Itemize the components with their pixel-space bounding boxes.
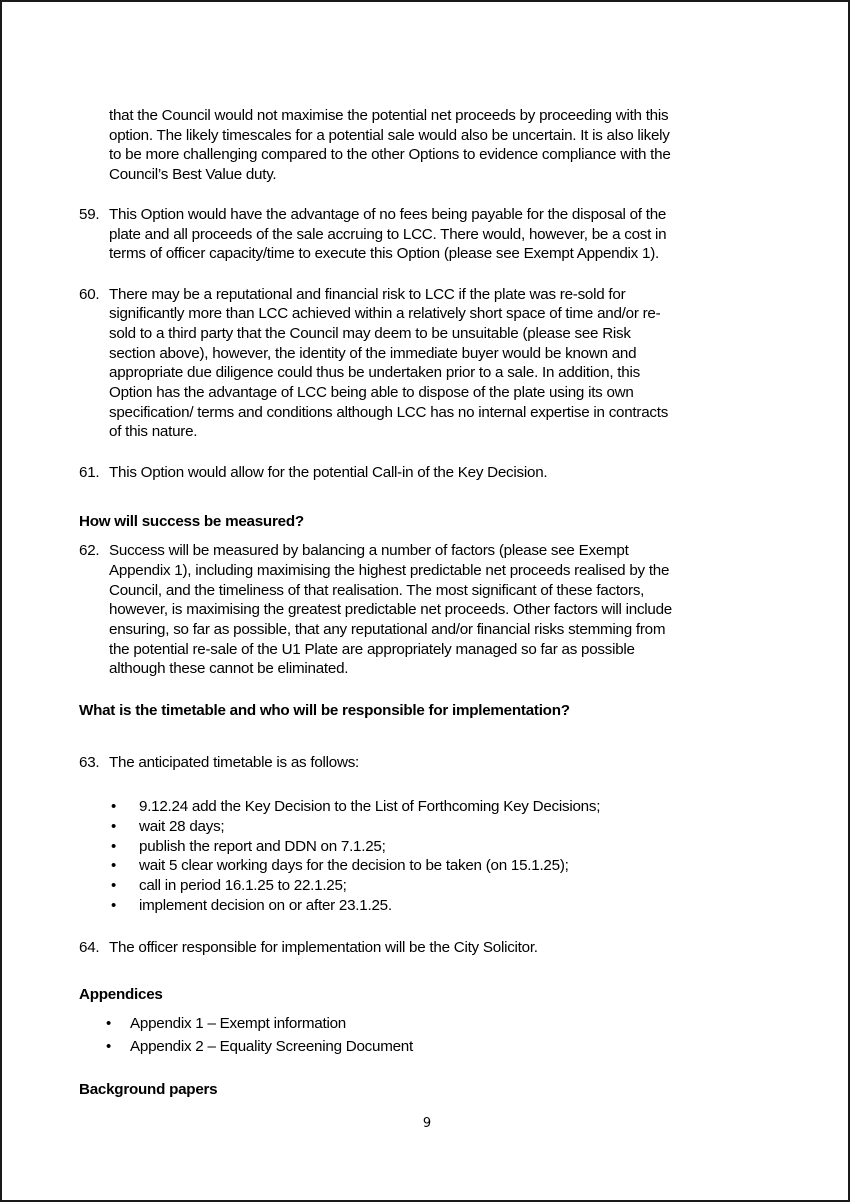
text-line: There may be a reputational and financial risk to LCC if the plate was re-sold for	[109, 286, 626, 303]
text-line: terms of officer capacity/time to execute this Option (please see Exempt Appendix 1).	[109, 245, 659, 262]
heading-success-measured: How will success be measured?	[79, 513, 304, 530]
text-line: Appendix 1), including maximising the highest predictable net proceeds realised by the	[109, 562, 670, 579]
bullet-icon: •	[111, 818, 117, 835]
text-line: that the Council would not maximise the potential net proceeds by proceeding with this	[109, 107, 669, 124]
paragraph-number: 60.	[79, 286, 100, 303]
text-line: Council’s Best Value duty.	[109, 166, 277, 183]
text-line: section above), however, the identity of the immediate buyer would be known and	[109, 345, 637, 362]
heading-background-papers: Background papers	[79, 1081, 218, 1098]
text-line: ensuring, so far as possible, that any reputational and/or financial risks stemming from	[109, 621, 666, 638]
paragraph-number: 62.	[79, 542, 100, 559]
bullet-icon: •	[111, 877, 117, 894]
list-item-text: call in period 16.1.25 to 22.1.25;	[139, 877, 347, 894]
text-line: Option has the advantage of LCC being able to dispose of the plate using its own	[109, 384, 634, 401]
appendix-link: Appendix 1 – Exempt information	[130, 1015, 346, 1032]
heading-appendices: Appendices	[79, 986, 163, 1003]
text-line: to be more challenging compared to the other Options to evidence compliance with the	[109, 146, 671, 163]
list-item-text: 9.12.24 add the Key Decision to the List of Forthcoming Key Decisions;	[139, 798, 601, 815]
list-item-text: wait 28 days;	[139, 818, 225, 835]
text-line: significantly more than LCC achieved within a relatively short space of time and/or re-	[109, 305, 661, 322]
text-line: although these cannot be eliminated.	[109, 660, 349, 677]
list-item-text: wait 5 clear working days for the decision to be taken (on 15.1.25);	[139, 857, 569, 874]
bullet-icon: •	[111, 798, 117, 815]
text-line: This Option would have the advantage of no fees being payable for the disposal of the	[109, 206, 667, 223]
list-item-text: implement decision on or after 23.1.25.	[139, 897, 392, 914]
text-line: of this nature.	[109, 423, 198, 440]
text-line: option. The likely timescales for a potential sale would also be uncertain. It is also likely	[109, 127, 670, 144]
bullet-icon: •	[106, 1038, 112, 1055]
bullet-icon: •	[111, 838, 117, 855]
page-number: 9	[422, 1116, 432, 1131]
text-line: specification/ terms and conditions although LCC has no internal expertise in contracts	[109, 404, 669, 421]
text-line: Success will be measured by balancing a number of factors (please see Exempt	[109, 542, 629, 559]
text-line: plate and all proceeds of the sale accruing to LCC. There would, however, be a cost in	[109, 226, 667, 243]
text-line: This Option would allow for the potential Call-in of the Key Decision.	[109, 464, 548, 481]
bullet-icon: •	[111, 857, 117, 874]
text-line: The anticipated timetable is as follows:	[109, 754, 360, 771]
list-item-text: publish the report and DDN on 7.1.25;	[139, 838, 386, 855]
paragraph-number: 64.	[79, 939, 100, 956]
text-line: The officer responsible for implementation will be the City Solicitor.	[109, 939, 538, 956]
text-line: the potential re-sale of the U1 Plate are appropriately managed so far as possible	[109, 641, 635, 658]
text-line: Council, and the timeliness of that realisation. The most significant of these factors,	[109, 582, 645, 599]
appendix-link: Appendix 2 – Equality Screening Document	[130, 1038, 413, 1055]
paragraph-number: 61.	[79, 464, 100, 481]
text-line: however, is maximising the greatest predictable net proceeds. Other factors will include	[109, 601, 672, 618]
bullet-icon: •	[111, 897, 117, 914]
paragraph-number: 63.	[79, 754, 100, 771]
text-line: appropriate due diligence could thus be undertaken prior to a sale. In addition, this	[109, 364, 640, 381]
bullet-icon: •	[106, 1015, 112, 1032]
text-line: sold to a third party that the Council may deem to be unsuitable (please see Risk	[109, 325, 631, 342]
heading-timetable: What is the timetable and who will be responsible for implementation?	[79, 702, 570, 719]
paragraph-number: 59.	[79, 206, 100, 223]
